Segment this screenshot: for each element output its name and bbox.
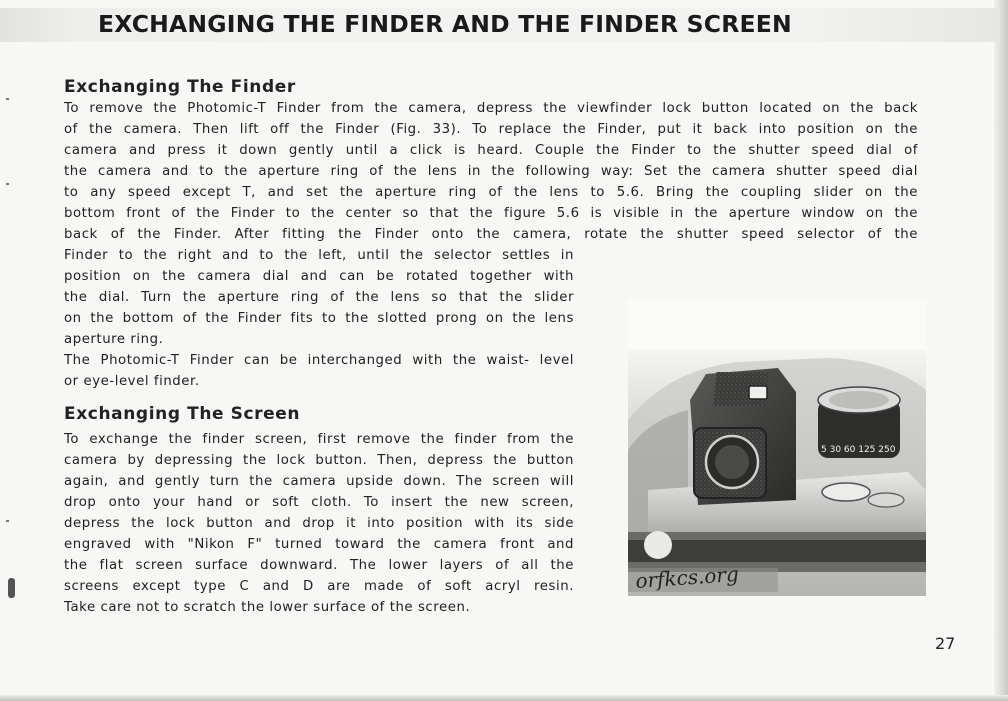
paragraph-line: To remove the Photomic-T Finder from the camera, depress the viewfinder lock button located on the back [64,101,918,116]
shutter-button-icon [644,531,672,559]
paragraph-line: of the camera. Then lift off the Finder (Fig. 33). To replace the Finder, put it back into position on the [64,122,918,137]
figure-33-photo [628,300,926,596]
paragraph-line: screens except type C and D are made of soft acryl resin. [64,579,574,594]
page-edge-shadow [994,0,1008,701]
scan-mark [6,520,9,522]
page-bottom-shadow [0,695,1008,701]
paragraph-line: the flat screen surface downward. The lower layers of all the [64,558,574,573]
paragraph-line: or eye-level finder. [64,374,200,389]
shutter-dial-icon [822,483,870,501]
paragraph-line: the dial. Turn the aperture ring of the lens so that the slider [64,290,574,305]
page-number: 27 [935,634,956,653]
handwritten-signature: orfkcs.org [634,561,740,593]
binding-mark [8,578,15,598]
paragraph-line: camera by depressing the lock button. Then, depress the button [64,453,574,468]
section-heading-screen: Exchanging The Screen [64,404,301,424]
paragraph-line: Take care not to scratch the lower surface of the screen. [64,600,471,615]
camera-finder-illustration [628,300,926,596]
paragraph-line: To exchange the finder screen, first remove the finder from the [64,432,574,447]
lens-scale-text: 5 30 60 125 250 [821,445,896,455]
paragraph-line: position on the camera dial and can be rotated together with [64,269,574,284]
scan-mark [6,183,9,185]
paragraph-line: drop onto your hand or soft cloth. To insert the new screen, [64,495,574,510]
paragraph-line: again, and gently turn the camera upside down. The screen will [64,474,574,489]
scan-mark [6,98,9,100]
page-title: EXCHANGING THE FINDER AND THE FINDER SCREEN [98,10,792,38]
paragraph-line: camera and press it down gently until a click is heard. Couple the Finder to the shutter speed dial of [64,143,918,158]
paragraph-line: the camera and to the aperture ring of the lens in the following way: Set the camera shutter speed dial [64,164,918,179]
paragraph-line: Finder to the right and to the left, until the selector settles in [64,248,574,263]
paragraph-line: on the bottom of the Finder fits to the slotted prong on the lens [64,311,574,326]
paragraph-line: to any speed except T, and set the aperture ring of the lens to 5.6. Bring the coupling slider on the [64,185,918,200]
paragraph-line: back of the Finder. After fitting the Finder onto the camera, rotate the shutter speed selector of the [64,227,918,242]
paragraph-line: The Photomic-T Finder can be interchanged with the waist- level [64,353,574,368]
paragraph-line: aperture ring. [64,332,164,347]
meter-window-icon [749,386,767,399]
paragraph-line: depress the lock button and drop it into position with its side [64,516,574,531]
paragraph-line: engraved with "Nikon F" turned toward the camera front and [64,537,574,552]
section-heading-finder: Exchanging The Finder [64,77,296,97]
paragraph-line: bottom front of the Finder to the center so that the figure 5.6 is visible in the aperture window on the [64,206,918,221]
